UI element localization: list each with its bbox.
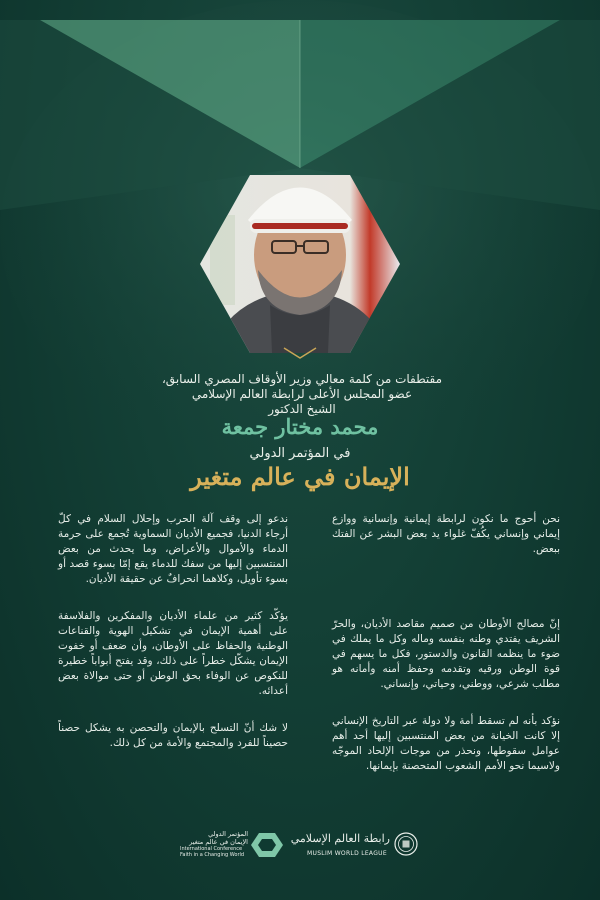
quote-paragraph: نحن أحوج ما نكون لرابطة إيمانية وإنسانية ووازع إيماني وإنساني يكُفّ غلواء يد بعض البشر عن الفتك ببعض. — [332, 513, 560, 555]
left-column — [58, 512, 288, 773]
conference-logo-line: المؤتمر الدولي — [208, 830, 248, 838]
chevron-down-icon — [282, 346, 318, 360]
conference-logo-line: International Conference — [180, 846, 243, 852]
intro-line: مقتطفات من كلمة معالي وزير الأوقاف المصري السابق، — [161, 372, 443, 386]
conference-title: الإيمان في عالم متغير — [190, 462, 410, 491]
mwl-seal-icon — [394, 832, 418, 856]
quote-paragraph: لا شك أنّ التسلح بالإيمان والتحصن به يشكل حصناً حصيناً للفرد والمجتمع والأمة من كل ذلك. — [58, 722, 288, 749]
conference-logo-line: Faith in a Changing World — [180, 852, 245, 858]
conference-logo-line: الإيمان في عالم متغير — [189, 838, 248, 846]
mwl-logo-text-ar: رابطة العالم الإسلامي — [290, 832, 390, 845]
intro-line: الشيخ الدكتور — [268, 402, 336, 416]
speaker-name: محمد مختار جمعة — [221, 414, 379, 439]
quote-paragraph: ندعو إلى وقف آلة الحرب وإحلال السلام في كلّ أرجاء الدنيا، فجميع الأديان السماوية تُجمع على حرمة الدماء والأموال والأعراض، وما يحدث من بعض المنتسبين إليها من سفك للدماء يقع إمّا بسوء قصد أو بسوء تأويل، وكلاهما انحرافٌ عن حقيقة الأديان. — [58, 513, 288, 585]
quote-paragraph: نؤكد بأنه لم تسقط أمة ولا دولة عبر التاريخ الإنساني إلا كانت الخيانة من بعض المنتسبين إليها أحد أهم عوامل سقوطها، ونحذر من موجات الإلحاد الموجّه ولاسيما نحو الأمم الشعوب المتحصنة بإيمانها. — [332, 715, 560, 772]
conference-emblem-icon — [250, 832, 284, 858]
conference-logo-text-ar — [180, 830, 248, 846]
conference-label: في المؤتمر الدولي — [249, 446, 351, 461]
mwl-logo-block — [290, 826, 422, 866]
speaker-portrait — [200, 175, 400, 353]
mwl-logo-text-en: MUSLIM WORLD LEAGUE — [307, 850, 387, 857]
intro-text — [32, 372, 572, 417]
quote-paragraph: إنّ مصالح الأوطان من صميم مقاصد الأديان، والحرّ الشريف يفتدي وطنه بنفسه وماله وكل ما يملك في ضوء ما ينظمه القانون والدستور، فكل ما يسهم في قوة الوطن ورقيه وتقدمه وحفظ أمنه وأمانه هو مطلب شرعي، ووطني، وحياتي، وإنساني. — [332, 618, 560, 690]
conference-logo-text-en — [180, 846, 248, 858]
quote-paragraph: يؤكّد كثير من علماء الأديان والمفكرين والفلاسفة على أهمية الإيمان في تشكيل الهوية والقناعات الوطنية والحفاظ على الأوطان، وأن ضعف أو خفوت الإيمان يشكّل خطراً على ذلك، وقد يفتح أبواباً خطيرة للنكوص عن الوفاء بحق الوطن أو حتى موالاة بعض أعدائه. — [58, 610, 288, 697]
right-column — [332, 512, 560, 796]
intro-line: عضو المجلس الأعلى لرابطة العالم الإسلامي — [191, 387, 413, 401]
conference-logo-block — [180, 826, 290, 866]
